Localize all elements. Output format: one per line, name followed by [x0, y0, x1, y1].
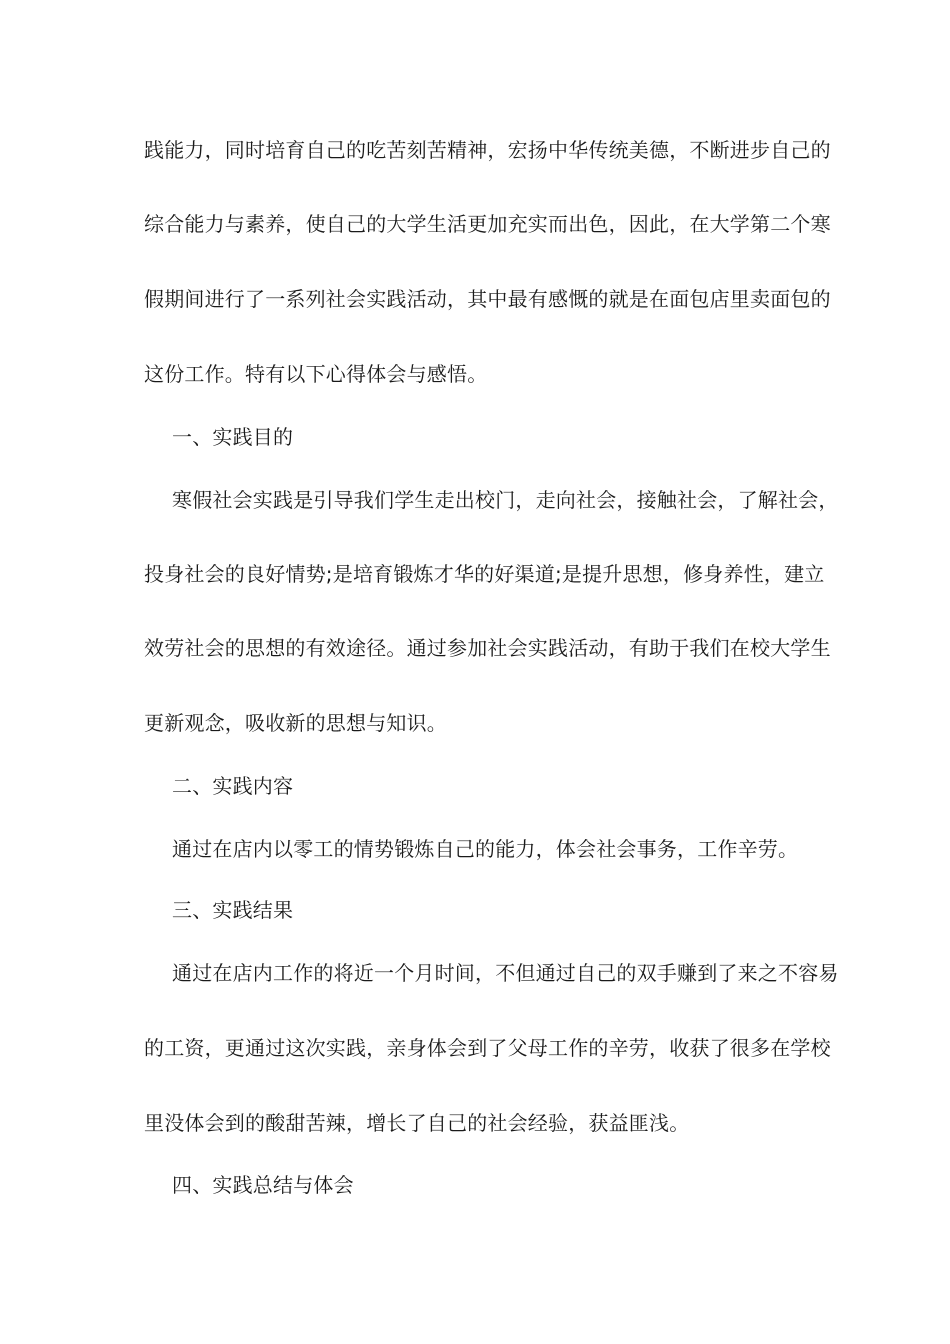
paragraph-line: 里没体会到的酸甜苦辣，增长了自己的社会经验，获益匪浅。 [144, 1111, 690, 1135]
paragraph-line: 践能力，同时培育自己的吃苦刻苦精神，宏扬中华传统美德，不断进步自己的 [144, 138, 831, 162]
paragraph-line: 寒假社会实践是引导我们学生走出校门，走向社会，接触社会，了解社会， [172, 488, 839, 512]
paragraph-line: 综合能力与素养，使自己的大学生活更加充实而出色，因此，在大学第二个寒 [144, 212, 831, 236]
paragraph-line: 更新观念，吸收新的思想与知识。 [144, 711, 447, 735]
paragraph-line: 通过在店内工作的将近一个月时间，不但通过自己的双手赚到了来之不容易 [172, 961, 839, 985]
section-heading-summary: 四、实践总结与体会 [172, 1173, 354, 1197]
paragraph-line: 的工资，更通过这次实践，亲身体会到了父母工作的辛劳，收获了很多在学校 [144, 1036, 831, 1060]
section-heading-purpose: 一、实践目的 [172, 425, 294, 449]
paragraph-line: 效劳社会的思想的有效途径。通过参加社会实践活动，有助于我们在校大学生 [144, 636, 831, 660]
paragraph-line: 投身社会的良好情势;是培育锻炼才华的好渠道;是提升思想，修身养性，建立 [144, 562, 825, 586]
section-heading-content: 二、实践内容 [172, 774, 294, 798]
paragraph-line: 这份工作。特有以下心得体会与感悟。 [144, 362, 488, 386]
paragraph-line: 假期间进行了一系列社会实践活动，其中最有感慨的就是在面包店里卖面包的 [144, 287, 831, 311]
section-heading-result: 三、实践结果 [172, 898, 294, 922]
paragraph-line: 通过在店内以零工的情势锻炼自己的能力，体会社会事务，工作辛劳。 [172, 837, 799, 861]
